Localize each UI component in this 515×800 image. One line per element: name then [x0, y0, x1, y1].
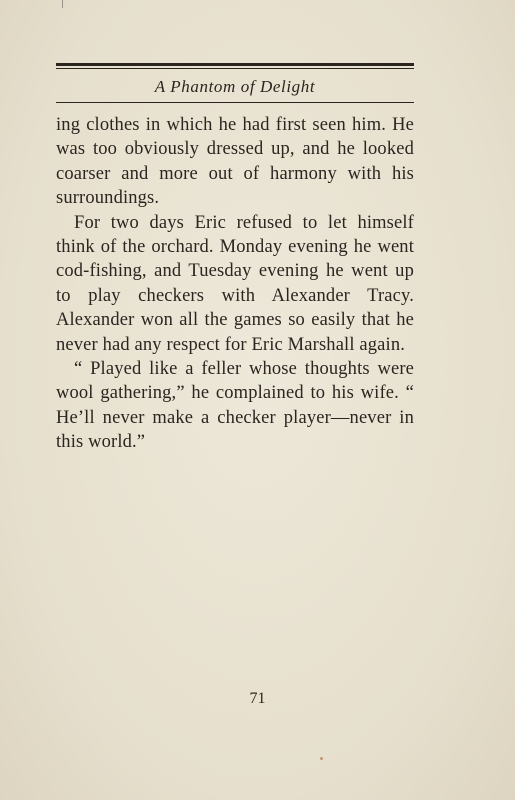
- header-rule-thick: [56, 63, 414, 66]
- paragraph: “ Played like a feller whose thoughts were wool gathering,” he complained to his wife. “ He’ll never make a checker player—never in this world.”: [56, 359, 414, 453]
- page-edge-mark: [62, 0, 63, 8]
- paper-speck: [320, 757, 323, 760]
- running-head: A Phantom of Delight: [154, 77, 316, 96]
- page-number: 71: [249, 690, 266, 707]
- header-rule-thin: [56, 68, 414, 69]
- paragraph: For two days Eric refused to let himself think of the orchard. Monday evening he went cod-fishing, and Tuesday evening he went up to play checkers with Alexander Tracy. Alexander won all the games so easily that he never had any respect for Eric Marshall again.: [56, 212, 414, 355]
- header-rule-bottom: [56, 102, 414, 103]
- body-text: [56, 113, 414, 455]
- paragraph: ing clothes in which he had first seen him. He was too obviously dressed up, and he looked coarser and more out of harmony with his surroundings.: [56, 115, 414, 209]
